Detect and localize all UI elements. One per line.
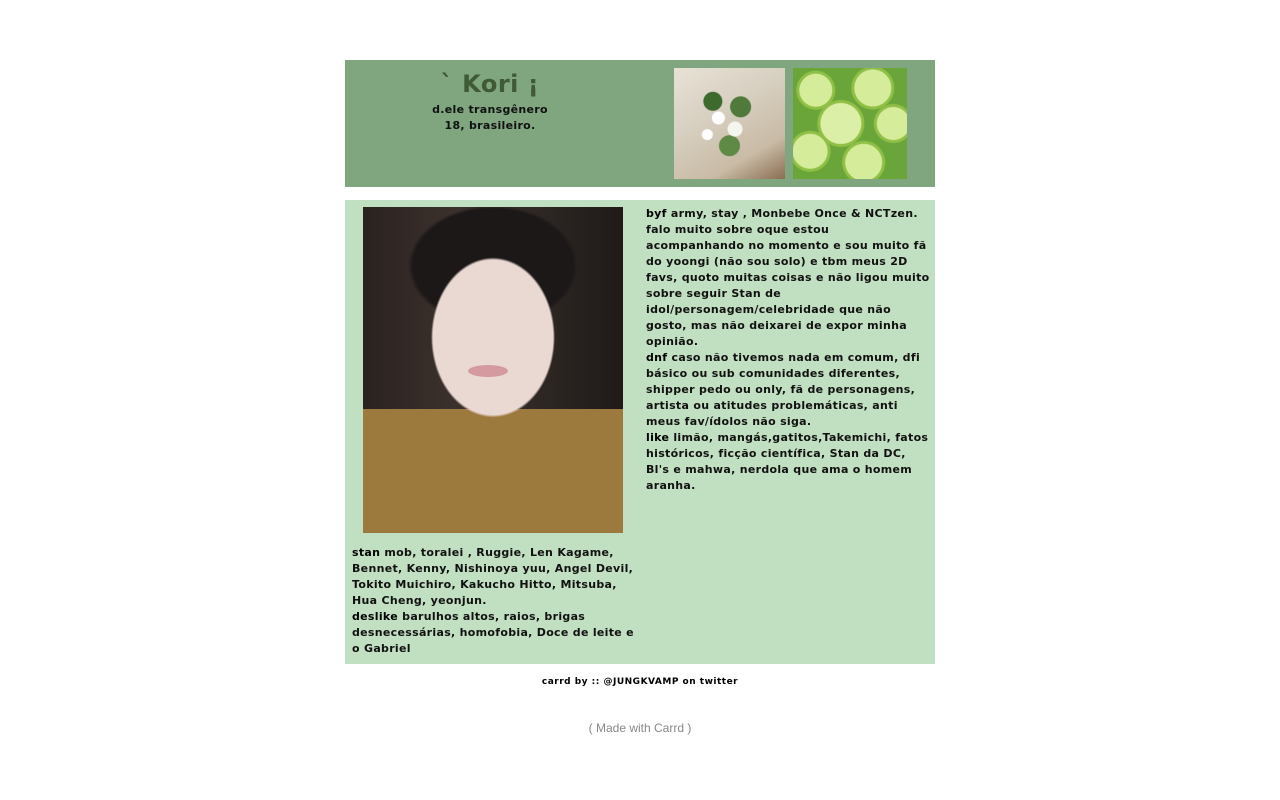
profile-age-nationality: 18, brasileiro. (444, 119, 536, 132)
profile-body (345, 200, 935, 664)
profile-header (345, 60, 935, 187)
stan-section (352, 545, 637, 657)
made-with-carrd (0, 721, 1280, 735)
profile-pronouns: d.ele transgênero (432, 103, 548, 116)
byf-label: byf (646, 207, 667, 220)
credit-text: carrd by :: @JUNGKVAMP on twitter (541, 677, 739, 687)
dnf-label: dnf (646, 351, 668, 364)
stan-label: stan (352, 546, 381, 559)
profile-name: ` Kori ¡ (440, 70, 540, 98)
like-text: limão, mangás,gatitos,Takemichi, fatos históricos, ficção científica, Stan da DC, Bl's e mahwa, nerdola que ama o homem aranha. (646, 431, 929, 492)
byf-text: army, stay , Monbebe Once & NCTzen. falo muito sobre oque estou acompanhando no momento e sou muito fã do yoongi (não sou solo) e tbm meus 2D favs, quoto muitas coisas e não ligou muito sobre seguir Stan de idol/personagem/celebridade que não gosto, mas não deixarei de expor minha opinião. (646, 207, 930, 348)
portrait-image (363, 207, 623, 533)
lime-image (793, 68, 907, 179)
flowers-image (674, 68, 785, 179)
dnf-text: caso não tivemos nada em comum, dfi básico ou sub comunidades diferentes, shipper pedo ou only, fã de personagens, artista ou atitudes problemáticas, anti meus fav/ídolos não siga. (646, 351, 921, 428)
made-with-carrd-link[interactable]: ( Made with Carrd ) (588, 721, 692, 735)
about-section (646, 206, 930, 494)
deslike-text: barulhos altos, raios, brigas desnecessárias, homofobia, Doce de leite e o Gabriel (352, 610, 634, 655)
like-label: like (646, 431, 670, 444)
stan-text: mob, toralei , Ruggie, Len Kagame, Bennet, Kenny, Nishinoya yuu, Angel Devil, Tokito Muichiro, Kakucho Hitto, Mitsuba, Hua Cheng, yeonjun. (352, 546, 634, 607)
deslike-label: deslike (352, 610, 399, 623)
